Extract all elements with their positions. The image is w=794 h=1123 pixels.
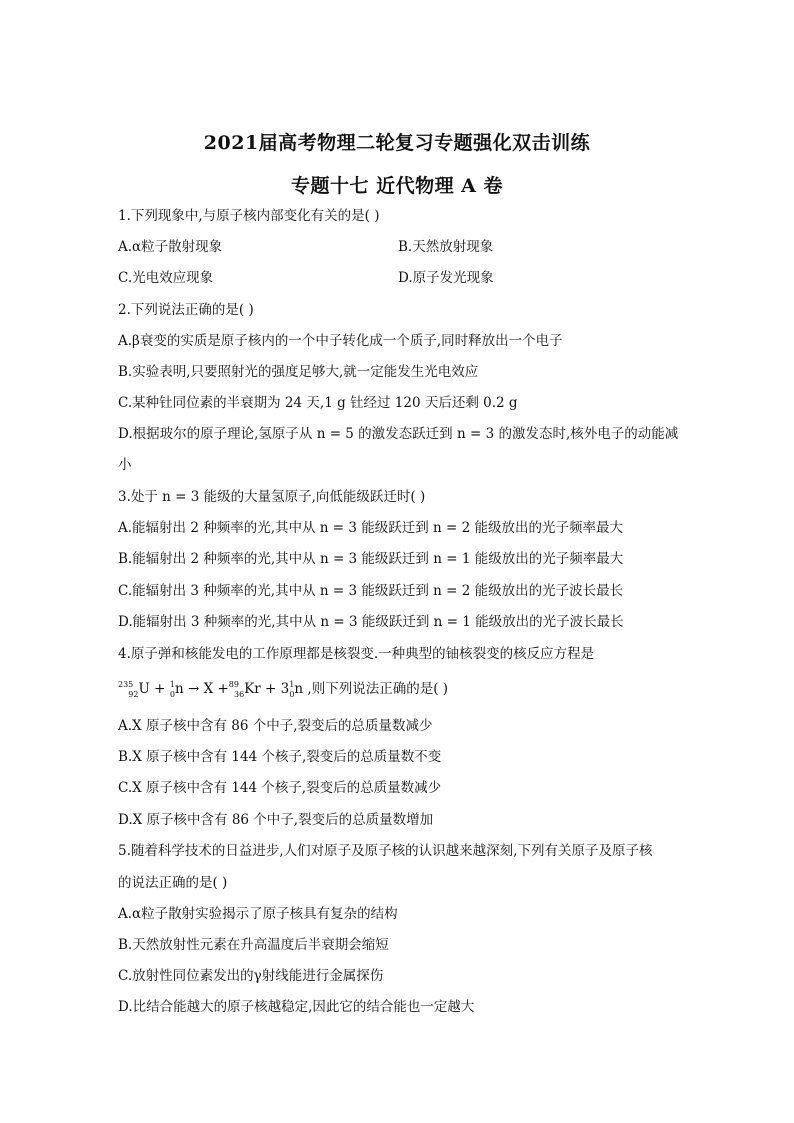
neutron-coefficient: 3 <box>280 681 290 697</box>
q4-stem: 4.原子弹和核能发电的工作原理都是核裂变.一种典型的铀核裂变的核反应方程是 <box>118 646 595 662</box>
plus-sign: + <box>154 681 166 697</box>
q5-option-d: D.比结合能越大的原子核越稳定,因此它的结合能也一定越大 <box>118 999 475 1015</box>
kr-symbol: Kr <box>244 681 261 697</box>
q1-option-c: C.光电效应现象 <box>118 270 214 286</box>
q1-option-b: B.天然放射现象 <box>398 239 494 255</box>
q4-equation-line <box>118 680 448 700</box>
q3-option-d: D.能辐射出 3 种频率的光,其中从 n = 3 能级跃迁到 n = 1 能级放出的光子波长最长 <box>118 614 624 630</box>
q2-option-b: B.实验表明,只要照射光的强度足够大,就一定能发生光电效应 <box>118 364 479 380</box>
n2-symbol: n <box>294 681 304 697</box>
document-title: 2021届高考物理二轮复习专题强化双击训练 <box>203 132 591 154</box>
reaction-arrow: → <box>187 681 200 697</box>
document-subtitle: 专题十七 近代物理 A 卷 <box>290 175 504 197</box>
q5-option-b: B.天然放射性元素在升高温度后半衰期会缩短 <box>118 937 389 953</box>
q3-option-b: B.能辐射出 2 种频率的光,其中从 n = 3 能级跃迁到 n = 1 能级放出的光子频率最大 <box>118 551 624 567</box>
kr-mass-number: 89 <box>228 680 239 689</box>
q2-option-c: C.某种钍同位素的半衰期为 24 天,1 g 钍经过 120 天后还剩 0.2 g <box>118 395 518 411</box>
q3-option-c: C.能辐射出 3 种频率的光,其中从 n = 3 能级跃迁到 n = 2 能级放出的光子波长最长 <box>118 583 624 599</box>
q1-stem: 1.下列现象中,与原子核内部变化有关的是( ) <box>118 208 380 224</box>
q4-option-b: B.X 原子核中含有 144 个核子,裂变后的总质量数不变 <box>118 749 442 765</box>
q3-stem: 3.处于 n = 3 能级的大量氢原子,向低能级跃迁时( ) <box>118 489 426 505</box>
nuclear-equation <box>118 681 307 697</box>
q1-option-d: D.原子发光现象 <box>398 270 494 286</box>
u-atomic-number: 92 <box>128 690 139 699</box>
q5-stem-continued: 的说法正确的是( ) <box>118 875 228 891</box>
q4-option-d: D.X 原子核中含有 86 个中子,裂变后的总质量数增加 <box>118 812 434 828</box>
n2-atomic-number: 0 <box>289 690 295 699</box>
n-atomic-number: 0 <box>169 690 175 699</box>
q1-option-a: A.α粒子散射现象 <box>118 239 223 255</box>
q4-stem-continued: ,则下列说法正确的是( ) <box>307 681 449 697</box>
q5-option-a: A.α粒子散射实验揭示了原子核具有复杂的结构 <box>118 906 398 922</box>
x-symbol: X <box>203 681 214 697</box>
q2-stem: 2.下列说法正确的是( ) <box>118 302 254 318</box>
n-mass-number: 1 <box>169 680 175 689</box>
kr-atomic-number: 36 <box>233 690 245 699</box>
plus-sign: + <box>217 681 229 697</box>
q3-option-a: A.能辐射出 2 种频率的光,其中从 n = 3 能级跃迁到 n = 2 能级放出的光子频率最大 <box>118 520 624 536</box>
q2-option-d: D.根据玻尔的原子理论,氢原子从 n = 5 的激发态跃迁到 n = 3 的激发态时,核外电子的动能减 <box>118 426 679 442</box>
q4-option-c: C.X 原子核中含有 144 个核子,裂变后的总质量数减少 <box>118 780 442 796</box>
plus-sign: + <box>265 681 277 697</box>
q4-option-a: A.X 原子核中含有 86 个中子,裂变后的总质量数减少 <box>118 718 433 734</box>
q2-option-d-continued: 小 <box>118 457 132 473</box>
q2-option-a: A.β衰变的实质是原子核内的一个中子转化成一个质子,同时释放出一个电子 <box>118 333 563 349</box>
n2-mass-number: 1 <box>289 680 295 689</box>
q5-stem: 5.随着科学技术的日益进步,人们对原子及原子核的认识越来越深刻,下列有关原子及原子核 <box>118 843 653 859</box>
u-symbol: U <box>138 681 150 697</box>
u-mass-number: 235 <box>118 680 134 689</box>
n-symbol: n <box>174 681 184 697</box>
q5-option-c: C.放射性同位素发出的γ射线能进行金属探伤 <box>118 968 384 984</box>
